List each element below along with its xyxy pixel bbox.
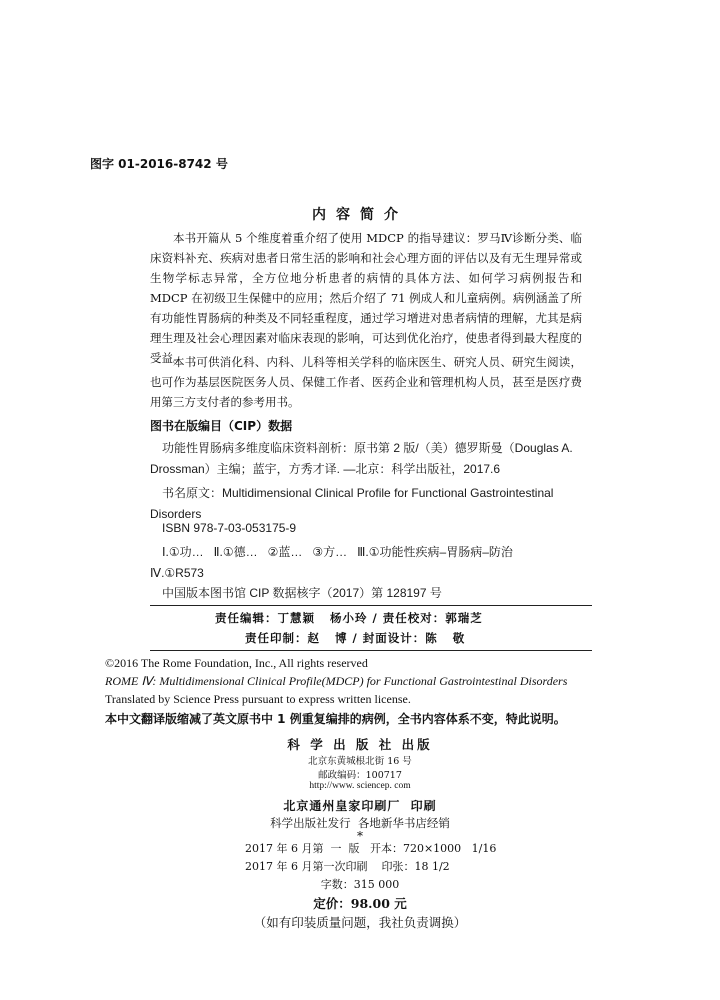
postcode: 邮政编码：100717 bbox=[318, 770, 402, 781]
summary-paragraph: 本书可供消化科、内科、儿科等相关学科的临床医生、研究人员、研究生阅读，也可作为基层医院医务人员、保健工作者、医药企业和管理机构人员，甚至是医疗费用第三方支付者的参考用书。 bbox=[150, 355, 582, 409]
divider bbox=[150, 605, 592, 606]
translation-license: Translated by Science Press pursuant to express written license. bbox=[105, 692, 411, 706]
cip-classification: Ⅰ.①功… Ⅱ.①德… ②蓝… ③方… Ⅲ.①功能性疾病–胃肠病–防治 bbox=[162, 545, 513, 559]
production-credits: 责任印制：赵 博 / 封面设计：陈 敬 bbox=[245, 631, 466, 645]
cip-isbn: ISBN 978-7-03-053175-9 bbox=[162, 521, 297, 535]
summary-paragraph: 本书开篇从 5 个维度着重介绍了使用 MDCP 的指导建议：罗马Ⅳ诊断分类、临床资料补充、疾病对患者日常生活的影响和社会心理方面的评估以及有无生理异常或生物学标志异常，全方位地分析患者的病情的具体方法、如何学习病例报告和 MDCP 在初级卫生保健中的应用；然后介绍了 71 例成人和儿童病例。病例涵盖了所有功能性胃肠病的种类及不同轻重程度，通过学习增进对患者病情的理解，尤其是病理生理及社会心理因素对临床表现的影响，可达到优化治疗，使患者得到最大程度的受益。 bbox=[150, 231, 582, 365]
printing-spec: 2017 年 6 月第一次印刷 印张：18 1/2 bbox=[245, 860, 450, 873]
divider bbox=[150, 650, 592, 651]
translation-note: 本中文翻译版缩减了英文原书中 1 例重复编排的病例，全书内容体系不变，特此说明。 bbox=[105, 712, 566, 726]
separator-star: * bbox=[357, 829, 363, 843]
cip-entry: 功能性胃肠病多维度临床资料剖析：原书第 2 版/（美）德罗斯曼（Douglas A. Drossman）主编；蓝宇，方秀才译. —北京：科学出版社，2017.6 bbox=[150, 441, 573, 476]
cip-heading: 图书在版编目（CIP）数据 bbox=[150, 419, 293, 433]
price: 定价：98.00 元 bbox=[313, 896, 407, 911]
publisher-address: 北京东黄城根北街 16 号 bbox=[308, 756, 412, 767]
quality-notice: （如有印装质量问题，我社负责调换） bbox=[253, 915, 467, 930]
copyright-line: ©2016 The Rome Foundation, Inc., All rights reserved bbox=[105, 656, 368, 670]
summary-heading: 内容简介 bbox=[312, 207, 408, 223]
permit-number: 图字 01-2016-8742 号 bbox=[90, 157, 228, 171]
cip-original-title: 书名原文：Multidimensional Clinical Profile for Functional Gastrointestinal Disorders bbox=[150, 486, 554, 521]
edition-spec: 2017 年 6 月第 一 版 开本：720×1000 1/16 bbox=[245, 842, 497, 855]
printer: 北京通州皇家印刷厂 印刷 bbox=[283, 799, 437, 813]
cip-classification-code: Ⅳ.①R573 bbox=[150, 566, 204, 580]
editor-credits: 责任编辑：丁慧颖 杨小玲 / 责任校对：郭瑞芝 bbox=[215, 611, 483, 625]
cip-number: 中国版本图书馆 CIP 数据核字（2017）第 128197 号 bbox=[162, 586, 442, 600]
publisher-url: http://www. sciencep. com bbox=[309, 781, 411, 791]
distribution: 科学出版社发行 各地新华书店经销 bbox=[270, 816, 450, 830]
publisher: 科 学 出 版 社 出版 bbox=[287, 737, 433, 752]
original-book-title: ROME Ⅳ: Multidimensional Clinical Profile(MDCP) for Functional Gastrointestinal Disorders bbox=[105, 674, 568, 688]
word-count: 字数：315 000 bbox=[320, 878, 400, 891]
